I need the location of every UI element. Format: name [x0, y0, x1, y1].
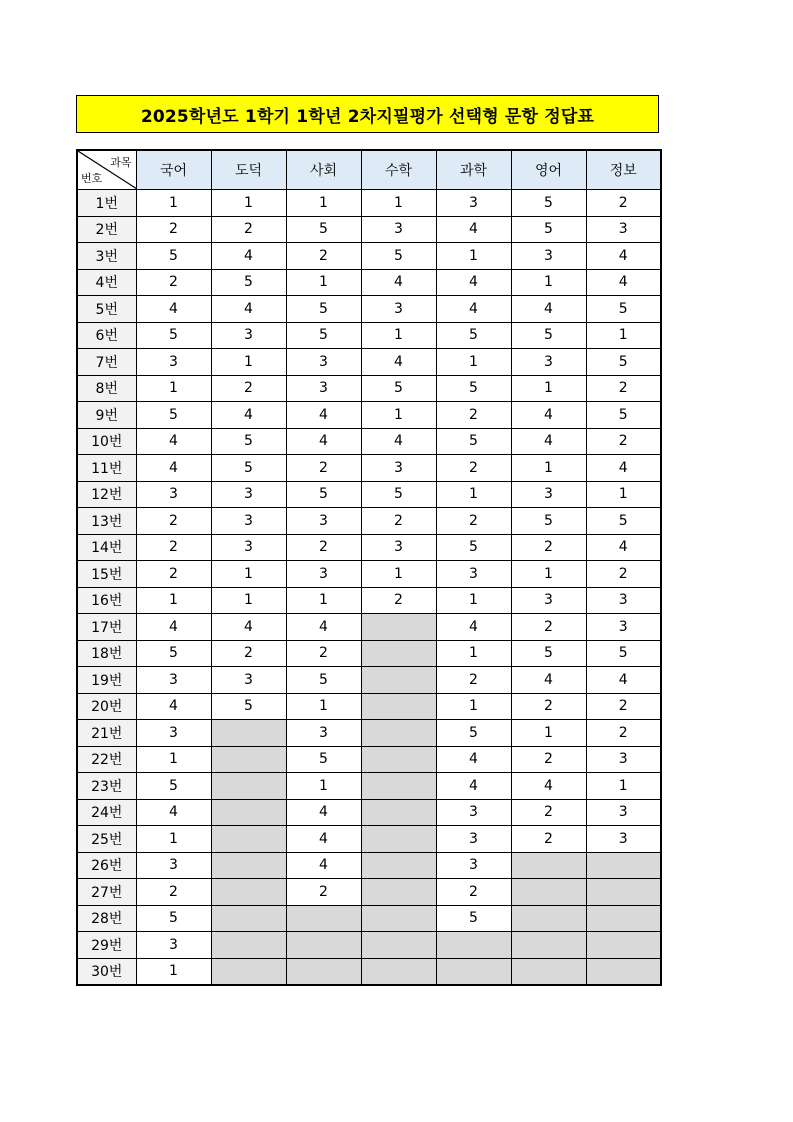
answer-cell: 4	[211, 402, 286, 429]
answer-cell: 2	[511, 614, 586, 641]
answer-cell: 5	[586, 349, 661, 376]
question-number: 11번	[77, 455, 136, 482]
question-number: 8번	[77, 375, 136, 402]
answer-cell: 5	[586, 296, 661, 323]
answer-cell: 5	[136, 243, 211, 270]
subject-header: 도덕	[211, 150, 286, 190]
empty-cell	[361, 640, 436, 667]
question-number: 18번	[77, 640, 136, 667]
table-row	[77, 481, 661, 508]
answer-cell: 1	[586, 773, 661, 800]
question-number: 27번	[77, 879, 136, 906]
table-row	[77, 640, 661, 667]
empty-cell	[511, 932, 586, 959]
answer-cell: 5	[136, 905, 211, 932]
answer-cell: 5	[211, 269, 286, 296]
answer-cell: 3	[586, 799, 661, 826]
answer-cell: 1	[286, 773, 361, 800]
table-row	[77, 322, 661, 349]
answer-cell: 5	[436, 720, 511, 747]
answer-cell: 3	[436, 561, 511, 588]
answer-cell: 2	[586, 720, 661, 747]
answer-cell: 4	[286, 852, 361, 879]
answer-cell: 3	[286, 720, 361, 747]
answer-cell: 5	[361, 375, 436, 402]
table-row	[77, 773, 661, 800]
question-number: 10번	[77, 428, 136, 455]
subject-header: 국어	[136, 150, 211, 190]
answer-cell: 2	[361, 508, 436, 535]
answer-cell: 4	[436, 216, 511, 243]
answer-cell: 4	[211, 243, 286, 270]
answer-cell: 5	[361, 481, 436, 508]
question-number: 21번	[77, 720, 136, 747]
answer-cell: 5	[286, 746, 361, 773]
answer-cell: 4	[511, 296, 586, 323]
answer-cell: 5	[211, 693, 286, 720]
answer-cell: 1	[361, 402, 436, 429]
answer-cell: 2	[436, 508, 511, 535]
empty-cell	[511, 958, 586, 985]
question-number: 4번	[77, 269, 136, 296]
answer-cell: 5	[361, 243, 436, 270]
answer-cell: 4	[436, 614, 511, 641]
answer-cell: 1	[136, 746, 211, 773]
empty-cell	[286, 932, 361, 959]
answer-cell: 4	[361, 269, 436, 296]
answer-cell: 3	[136, 720, 211, 747]
answer-cell: 5	[286, 322, 361, 349]
answer-cell: 3	[361, 455, 436, 482]
answer-cell: 2	[136, 561, 211, 588]
answer-cell: 4	[436, 296, 511, 323]
answer-cell: 3	[361, 216, 436, 243]
answer-cell: 1	[286, 693, 361, 720]
answer-cell: 4	[586, 243, 661, 270]
table-row	[77, 826, 661, 853]
question-number: 17번	[77, 614, 136, 641]
empty-cell	[361, 746, 436, 773]
question-number: 26번	[77, 852, 136, 879]
answer-cell: 4	[436, 773, 511, 800]
answer-cell: 2	[211, 375, 286, 402]
empty-cell	[511, 905, 586, 932]
empty-cell	[361, 879, 436, 906]
answer-cell: 2	[286, 455, 361, 482]
empty-cell	[361, 799, 436, 826]
answer-cell: 4	[511, 667, 586, 694]
answer-cell: 4	[586, 269, 661, 296]
question-number: 25번	[77, 826, 136, 853]
answer-cell: 2	[286, 879, 361, 906]
answer-cell: 5	[436, 322, 511, 349]
question-number: 2번	[77, 216, 136, 243]
answer-cell: 1	[136, 826, 211, 853]
answer-cell: 4	[286, 614, 361, 641]
answer-cell: 1	[511, 720, 586, 747]
question-number: 3번	[77, 243, 136, 270]
table-row	[77, 455, 661, 482]
empty-cell	[211, 720, 286, 747]
answer-cell: 2	[286, 534, 361, 561]
answer-cell: 3	[136, 667, 211, 694]
subject-header: 사회	[286, 150, 361, 190]
answer-cell: 2	[511, 693, 586, 720]
answer-cell: 4	[136, 296, 211, 323]
answer-cell: 2	[136, 508, 211, 535]
empty-cell	[361, 932, 436, 959]
answer-cell: 2	[436, 667, 511, 694]
question-number: 16번	[77, 587, 136, 614]
answer-cell: 5	[136, 322, 211, 349]
answer-cell: 2	[586, 561, 661, 588]
table-row	[77, 375, 661, 402]
answer-cell: 2	[436, 879, 511, 906]
answer-cell: 3	[361, 296, 436, 323]
answer-cell: 1	[211, 587, 286, 614]
question-number: 23번	[77, 773, 136, 800]
empty-cell	[211, 773, 286, 800]
empty-cell	[361, 614, 436, 641]
answer-cell: 2	[211, 640, 286, 667]
answer-cell: 3	[136, 932, 211, 959]
answer-cell: 5	[286, 216, 361, 243]
answer-cell: 5	[436, 534, 511, 561]
answer-cell: 2	[211, 216, 286, 243]
empty-cell	[211, 799, 286, 826]
answer-cell: 2	[511, 746, 586, 773]
empty-cell	[211, 852, 286, 879]
answer-cell: 3	[286, 561, 361, 588]
answer-cell: 2	[436, 455, 511, 482]
question-number: 1번	[77, 190, 136, 217]
answer-cell: 1	[136, 375, 211, 402]
question-number: 6번	[77, 322, 136, 349]
answer-cell: 5	[286, 481, 361, 508]
answer-cell: 2	[361, 587, 436, 614]
question-number: 14번	[77, 534, 136, 561]
answer-cell: 3	[436, 799, 511, 826]
answer-cell: 3	[586, 746, 661, 773]
table-row	[77, 587, 661, 614]
empty-cell	[211, 746, 286, 773]
question-number: 19번	[77, 667, 136, 694]
empty-cell	[211, 905, 286, 932]
answer-cell: 3	[211, 667, 286, 694]
corner-label-number: 번호	[81, 172, 103, 185]
answer-cell: 3	[286, 375, 361, 402]
answer-cell: 5	[436, 905, 511, 932]
answer-cell: 2	[586, 190, 661, 217]
empty-cell	[586, 958, 661, 985]
table-row	[77, 534, 661, 561]
question-number: 13번	[77, 508, 136, 535]
table-row	[77, 296, 661, 323]
answer-cell: 1	[136, 958, 211, 985]
answer-cell: 4	[286, 402, 361, 429]
empty-cell	[211, 958, 286, 985]
question-number: 15번	[77, 561, 136, 588]
answer-cell: 3	[136, 349, 211, 376]
answer-cell: 5	[511, 508, 586, 535]
question-number: 5번	[77, 296, 136, 323]
answer-cell: 5	[586, 508, 661, 535]
answer-cell: 4	[286, 428, 361, 455]
answer-cell: 4	[436, 269, 511, 296]
answer-cell: 1	[436, 640, 511, 667]
empty-cell	[586, 932, 661, 959]
table-row	[77, 402, 661, 429]
empty-cell	[361, 667, 436, 694]
subject-header: 과학	[436, 150, 511, 190]
answer-cell: 2	[436, 402, 511, 429]
answer-cell: 5	[586, 402, 661, 429]
answer-cell: 1	[361, 561, 436, 588]
answer-cell: 4	[361, 349, 436, 376]
table-row	[77, 852, 661, 879]
empty-cell	[361, 958, 436, 985]
question-number: 28번	[77, 905, 136, 932]
answer-cell: 1	[511, 269, 586, 296]
answer-cell: 5	[511, 640, 586, 667]
answer-cell: 1	[286, 190, 361, 217]
empty-cell	[586, 905, 661, 932]
answer-cell: 2	[586, 428, 661, 455]
table-row	[77, 508, 661, 535]
table-row	[77, 190, 661, 217]
table-row	[77, 269, 661, 296]
empty-cell	[211, 879, 286, 906]
question-number: 24번	[77, 799, 136, 826]
empty-cell	[361, 773, 436, 800]
empty-cell	[586, 852, 661, 879]
table-row	[77, 428, 661, 455]
page-title: 2025학년도 1학기 1학년 2차지필평가 선택형 문항 정답표	[76, 95, 659, 133]
answer-cell: 5	[136, 402, 211, 429]
answer-cell: 1	[211, 190, 286, 217]
answer-cell: 4	[136, 455, 211, 482]
answer-cell: 2	[511, 826, 586, 853]
answer-cell: 1	[136, 587, 211, 614]
answer-cell: 1	[211, 561, 286, 588]
answer-cell: 4	[286, 826, 361, 853]
answer-cell: 2	[511, 799, 586, 826]
answer-cell: 3	[286, 349, 361, 376]
answer-cell: 1	[511, 561, 586, 588]
answer-cell: 4	[586, 534, 661, 561]
answer-cell: 3	[211, 534, 286, 561]
question-number: 22번	[77, 746, 136, 773]
empty-cell	[436, 958, 511, 985]
answer-cell: 5	[211, 455, 286, 482]
answer-cell: 4	[136, 693, 211, 720]
answer-cell: 1	[436, 349, 511, 376]
answer-cell: 1	[436, 481, 511, 508]
answer-cell: 3	[436, 826, 511, 853]
empty-cell	[361, 720, 436, 747]
answer-cell: 3	[436, 852, 511, 879]
subject-header: 수학	[361, 150, 436, 190]
answer-cell: 5	[136, 773, 211, 800]
empty-cell	[511, 879, 586, 906]
answer-cell: 4	[286, 799, 361, 826]
answer-cell: 3	[211, 322, 286, 349]
answer-cell: 5	[436, 428, 511, 455]
answer-cell: 5	[511, 322, 586, 349]
empty-cell	[586, 879, 661, 906]
answer-cell: 3	[136, 481, 211, 508]
question-number: 9번	[77, 402, 136, 429]
answer-cell: 1	[361, 190, 436, 217]
table-row	[77, 561, 661, 588]
answer-cell: 4	[211, 296, 286, 323]
table-row	[77, 614, 661, 641]
answer-cell: 1	[511, 455, 586, 482]
answer-cell: 5	[136, 640, 211, 667]
empty-cell	[361, 905, 436, 932]
table-row	[77, 905, 661, 932]
empty-cell	[436, 932, 511, 959]
empty-cell	[361, 852, 436, 879]
table-row	[77, 243, 661, 270]
answer-cell: 1	[211, 349, 286, 376]
answer-cell: 4	[511, 773, 586, 800]
answer-cell: 2	[286, 640, 361, 667]
table-row	[77, 667, 661, 694]
subject-header: 정보	[586, 150, 661, 190]
answer-cell: 3	[511, 243, 586, 270]
answer-cell: 1	[586, 481, 661, 508]
answer-cell: 3	[136, 852, 211, 879]
answer-cell: 2	[511, 534, 586, 561]
empty-cell	[211, 932, 286, 959]
empty-cell	[286, 958, 361, 985]
answer-cell: 4	[511, 428, 586, 455]
answer-cell: 1	[436, 693, 511, 720]
table-row	[77, 932, 661, 959]
table-row	[77, 720, 661, 747]
answer-cell: 4	[586, 455, 661, 482]
answer-cell: 1	[436, 587, 511, 614]
answer-cell: 5	[511, 216, 586, 243]
answer-cell: 4	[211, 614, 286, 641]
answer-cell: 5	[286, 296, 361, 323]
header-corner-cell	[77, 150, 136, 190]
question-number: 20번	[77, 693, 136, 720]
answer-cell: 4	[136, 799, 211, 826]
empty-cell	[286, 905, 361, 932]
answer-cell: 3	[511, 587, 586, 614]
answer-cell: 2	[586, 375, 661, 402]
header-row	[77, 150, 661, 190]
answer-cell: 3	[436, 190, 511, 217]
answer-cell: 5	[511, 190, 586, 217]
answer-cell: 5	[211, 428, 286, 455]
answer-cell: 4	[511, 402, 586, 429]
answer-cell: 3	[211, 508, 286, 535]
answer-cell: 5	[436, 375, 511, 402]
table-row	[77, 958, 661, 985]
answer-cell: 3	[511, 481, 586, 508]
subject-header: 영어	[511, 150, 586, 190]
empty-cell	[361, 693, 436, 720]
answer-cell: 1	[436, 243, 511, 270]
answer-cell: 5	[586, 640, 661, 667]
empty-cell	[211, 826, 286, 853]
answer-cell: 2	[286, 243, 361, 270]
answer-cell: 1	[511, 375, 586, 402]
answer-cell: 1	[361, 322, 436, 349]
answer-cell: 4	[361, 428, 436, 455]
answer-cell: 1	[136, 190, 211, 217]
answer-cell: 4	[436, 746, 511, 773]
answer-key-table	[76, 149, 662, 986]
answer-cell: 3	[361, 534, 436, 561]
table-row	[77, 216, 661, 243]
answer-cell: 3	[586, 614, 661, 641]
table-row	[77, 746, 661, 773]
answer-cell: 1	[286, 587, 361, 614]
answer-cell: 2	[136, 216, 211, 243]
table-row	[77, 693, 661, 720]
answer-cell: 4	[586, 667, 661, 694]
answer-cell: 2	[136, 534, 211, 561]
answer-cell: 3	[211, 481, 286, 508]
answer-cell: 3	[586, 826, 661, 853]
answer-cell: 3	[586, 216, 661, 243]
answer-cell: 2	[136, 269, 211, 296]
question-number: 12번	[77, 481, 136, 508]
table-row	[77, 799, 661, 826]
answer-cell: 5	[286, 667, 361, 694]
empty-cell	[511, 852, 586, 879]
answer-cell: 3	[511, 349, 586, 376]
corner-label-subject: 과목	[110, 156, 132, 169]
answer-cell: 3	[586, 587, 661, 614]
answer-cell: 1	[286, 269, 361, 296]
question-number: 29번	[77, 932, 136, 959]
answer-cell: 3	[286, 508, 361, 535]
empty-cell	[361, 826, 436, 853]
answer-cell: 1	[586, 322, 661, 349]
answer-cell: 2	[586, 693, 661, 720]
answer-cell: 2	[136, 879, 211, 906]
question-number: 7번	[77, 349, 136, 376]
table-row	[77, 349, 661, 376]
answer-cell: 4	[136, 614, 211, 641]
table-row	[77, 879, 661, 906]
question-number: 30번	[77, 958, 136, 985]
answer-cell: 4	[136, 428, 211, 455]
